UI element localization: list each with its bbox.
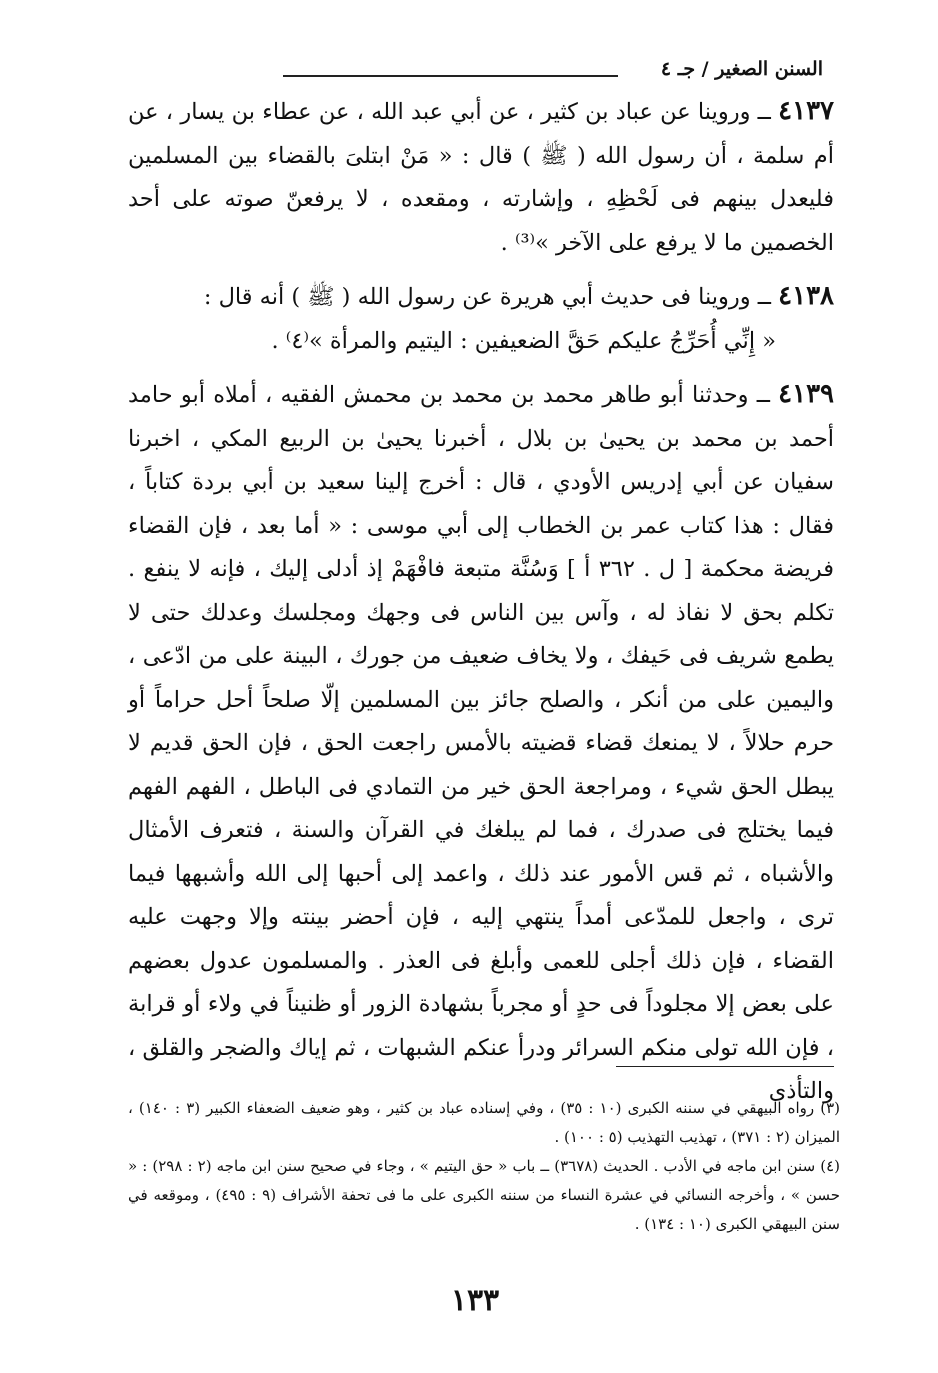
- hadith-4138-quote: « إِنِّي أُحَرِّجُ عليكم حَقَّ الضعيفين : اليتيم والمرأة »⁽٤⁾ .: [271, 327, 776, 354]
- footnote-separator: [616, 1066, 834, 1067]
- footnote-4: (٤) سنن ابن ماجه في الأدب . الحديث (٣٦٧٨) ــ باب « حق اليتيم » ، وجاء في صحيح سنن ابن ماجه (٢ : ٢٩٨) : « حسن » ، وأخرجه النسائي في عشرة النساء من سننه الكبرى على ما فى تحفة الأشراف (٩ : ٤٩٥) ، وموقعه في سنن البيهقي الكبرى (١٠ : ١٣٤) .: [128, 1157, 840, 1233]
- header-title: السنن الصغير / جـ ٤: [660, 58, 823, 80]
- hadith-number: ٤١٣٨: [778, 281, 834, 311]
- hadith-text: ــ وروينا فى حديث أبي هريرة عن رسول الله ( ﷺ ) أنه قال :: [203, 284, 771, 310]
- footnote-3: (٣) رواه البيهقي في سننه الكبرى (١٠ : ٣٥) ، وفي إسناده عباد بن كثير ، وهو ضعيف الضعفاء الكبير (٣ : ١٤٠) ، الميزان (٢ : ٣٧١) ، تهذيب التهذيب (٥ : ١٠٠) .: [128, 1099, 841, 1146]
- main-text: [128, 90, 834, 1124]
- hadith-text: ــ وروينا عن عباد بن كثير ، عن أبي عبد الله ، عن عطاء بن يسار ، عن أم سلمة ، أن رسول الله ( ﷺ ) قال : « مَنْ ابتلىَ بالقضاء بين المسلمين فليعدل بينهم فى لَحْظِهِ ، وإشارته ، ومقعده ، لا يرفعنّ صوته على أحد الخصمين ما لا يرفع على الآخر »⁽³⁾ .: [128, 99, 835, 256]
- page-number: ١٣٣: [450, 1283, 500, 1318]
- hadith-4138: [128, 275, 834, 320]
- header-rule: [283, 75, 618, 77]
- running-header: [283, 58, 823, 84]
- hadith-number: ٤١٣٧: [778, 96, 834, 126]
- hadith-4139: [128, 373, 834, 1114]
- hadith-number: ٤١٣٩: [778, 379, 835, 409]
- footnotes: [128, 1094, 840, 1239]
- hadith-4137: [128, 90, 834, 265]
- hadith-text: ــ وحدثنا أبو طاهر محمد بن محمد بن محمش الفقيه ، أملاه أبو حامد أحمد بن محمد بن يحيىٰ بن بلال ، أخبرنا يحيىٰ بن الربيع المكي ، اخبرنا سفيان عن أبي إدريس الأودي ، قال : أخرج إلينا سعيد بن أبي بردة كتاباً ، فقال : هذا كتاب عمر بن الخطاب إلى أبي موسى : « أما بعد ، فإن القضاء فريضة محكمة [ ل . ٣٦٢ أ ] وَسُنَّة متبعة فافْهَمْ إذ أدلى إليك ، فإنه لا ينفع . تكلم بحق لا نفاذ له ، وآس بين الناس فى وجهك ومجلسك وعدلك حتى لا يطمع شريف فى حَيفك ، ولا يخاف ضعيف من جورك ، البينة على من ادّعى ، واليمين على من أنكر ، والصلح جائز بين المسلمين إلّا صلحاً أحل حراماً أو حرم حلالاً ، لا يمنعك قضاء قضيته بالأمس راجعت الحق ، فإن الحق قديم لا يبطل الحق شيء ، ومراجعة الحق خير من التمادي فى الباطل ، الفهم الفهم فيما يختلج فى صدرك ، فما لم يبلغك في القرآن والسنة ، فتعرف الأمثال والأشباه ، ثم قس الأمور عند ذلك ، واعمد إلى أحبها إلى الله وأشبهها فيما ترى ، واجعل للمدّعى أمداً ينتهي إليه ، فإن أحضر بينته وإلا وجهت عليه القضاء ، فإن ذلك أجلى للعمى وأبلغ فى العذر . والمسلمون عدول بعضهم على بعض إلا مجلوداً فى حدٍ أو مجرباً بشهادة الزور أو ظنيناً في ولاء أو قرابة ، فإن الله تولى منكم السرائر ودرأ عنكم الشبهات ، ثم إياك والضجر والقلق ، والتأذى: [128, 382, 834, 1104]
